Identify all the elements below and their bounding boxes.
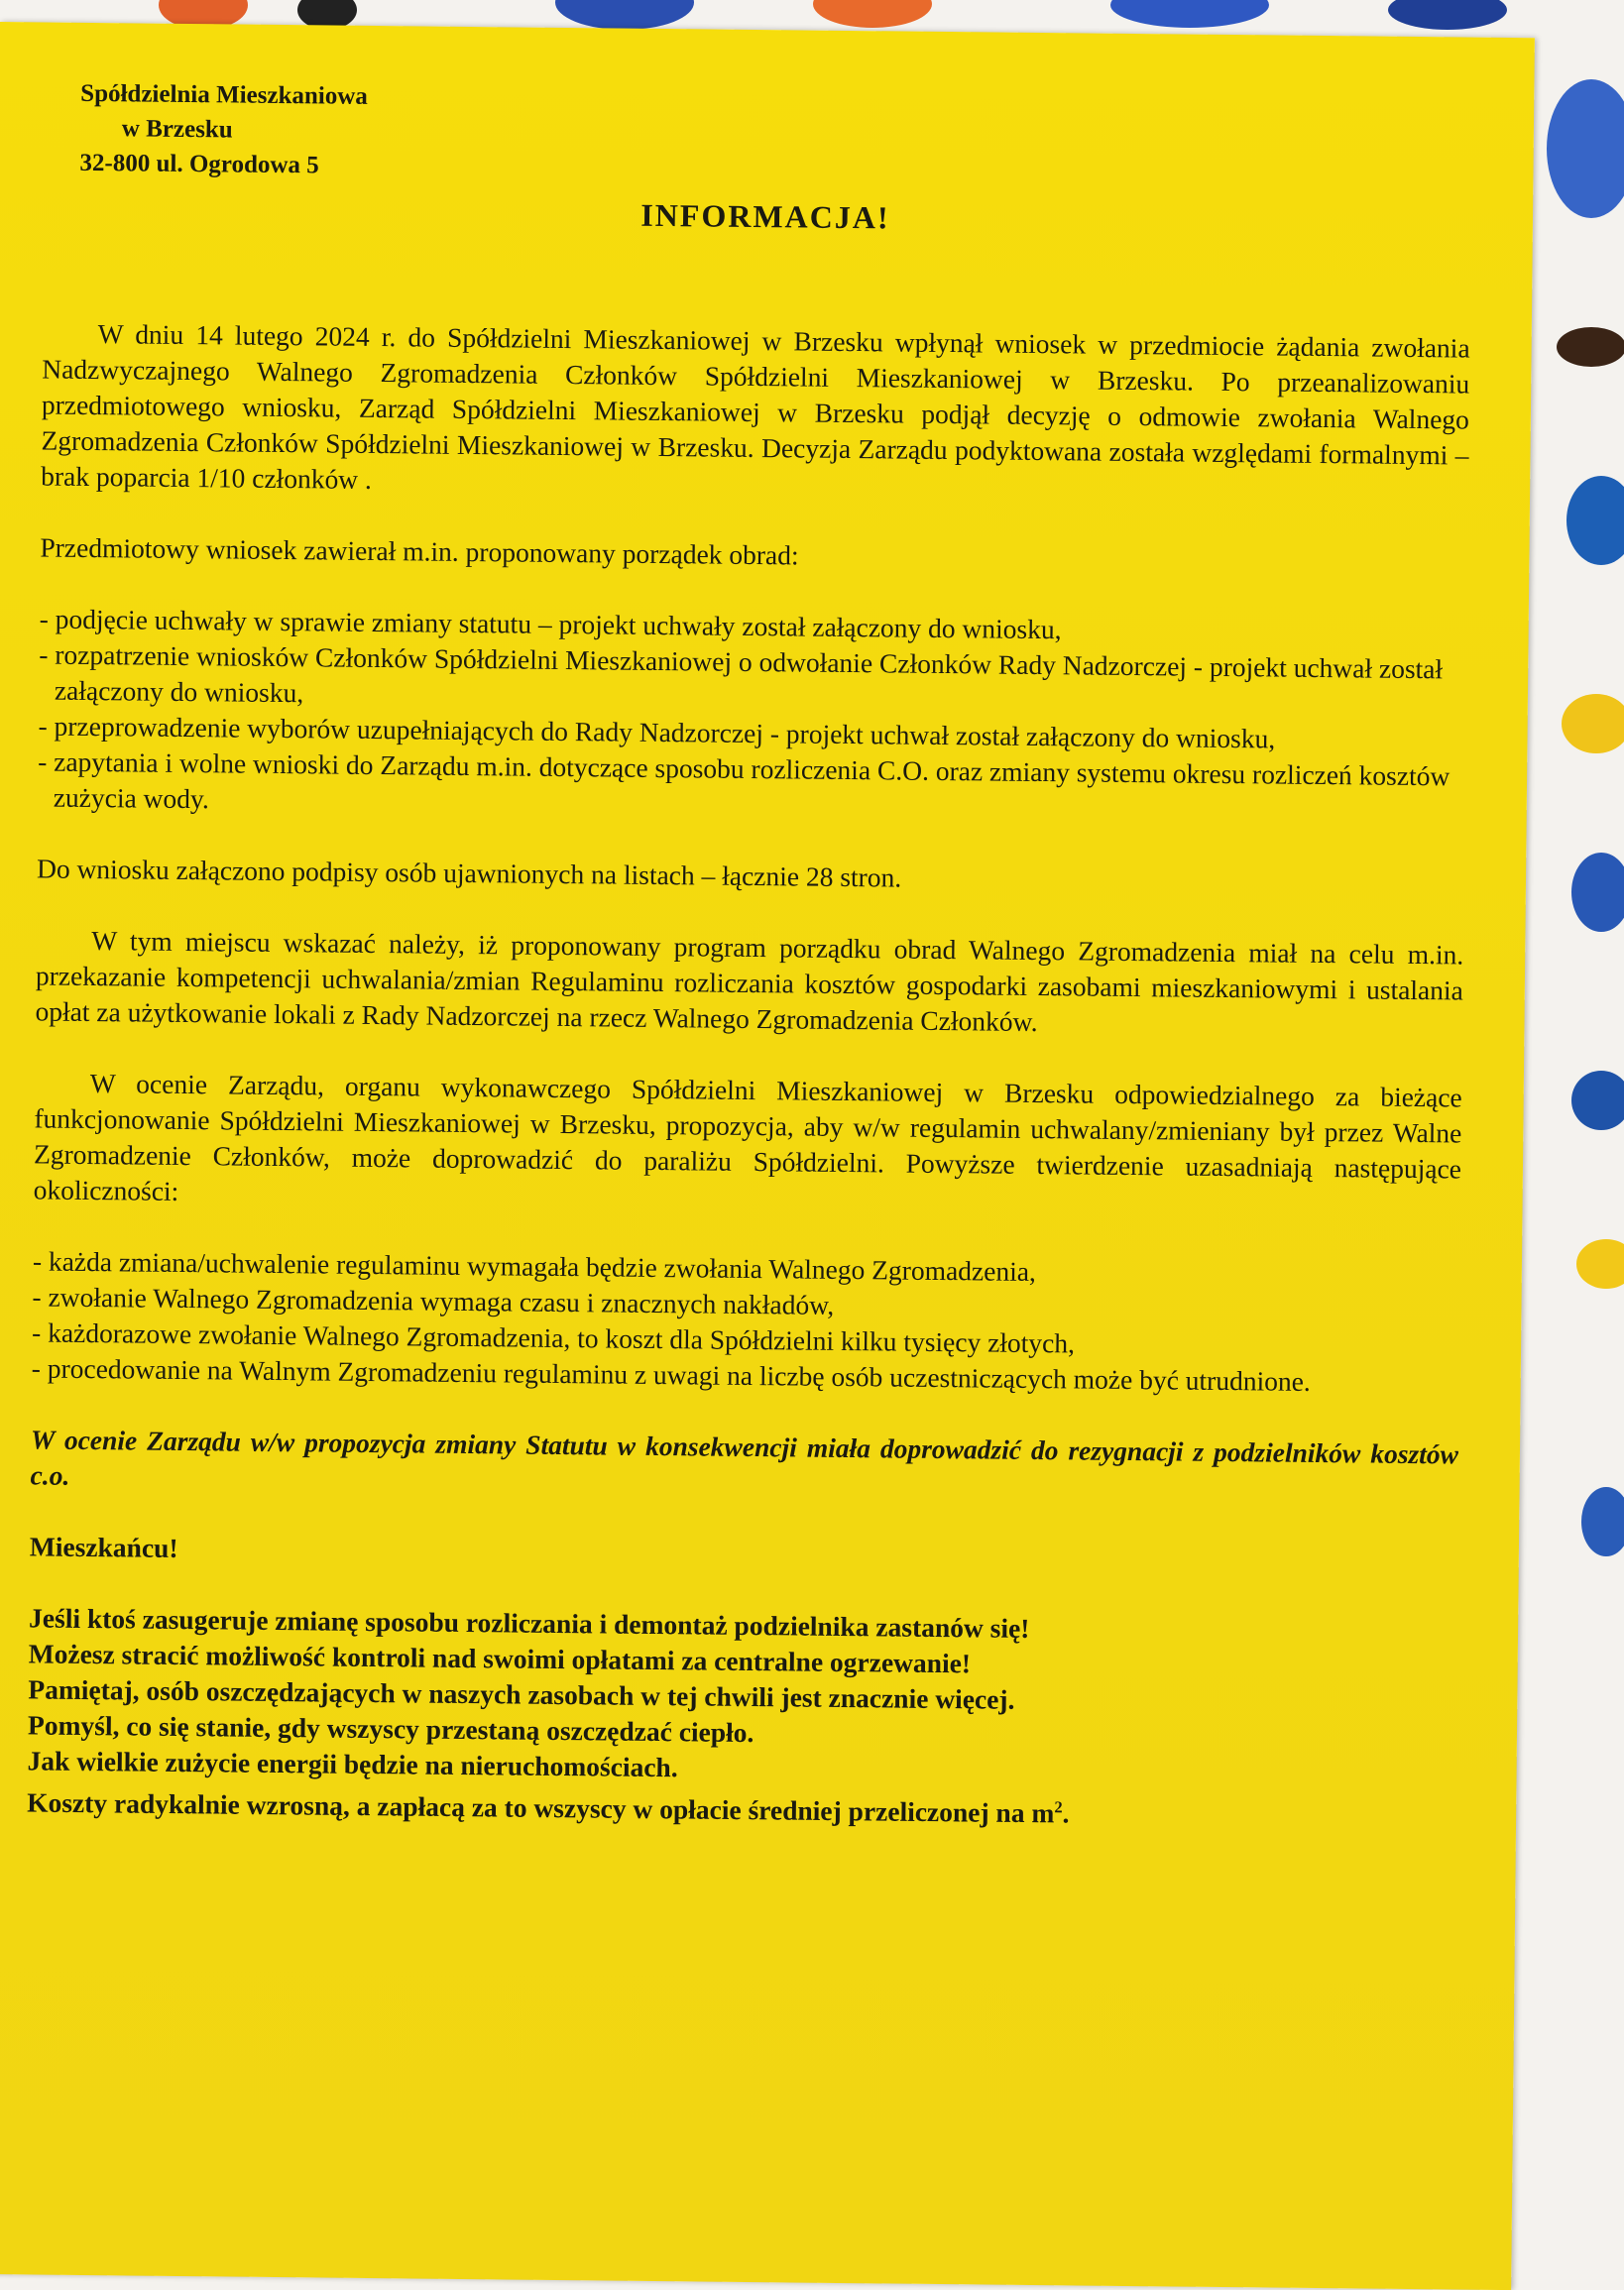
closing-line: Możesz stracić możliwość kontroli nad swoimi opłatami za centralne ogrzewanie!: [28, 1638, 972, 1679]
salutation: Mieszkańcu!: [29, 1531, 178, 1563]
square-superscript: 2: [1054, 1797, 1063, 1817]
closing-line: Jak wielkie zużycie energii będzie na nieruchomościach.: [27, 1745, 678, 1783]
list-item: - zapytania i wolne wnioski do Zarządu m.in. dotyczące sposobu rozliczenia C.O. oraz zmiany systemu okresu rozliczeń kosztów zużycia wody.: [38, 745, 1450, 815]
yellow-paper-sheet: [0, 22, 1535, 2290]
closing-appeal: [27, 1600, 1456, 1835]
closing-line: Pomyśl, co się stanie, gdy wszyscy przestaną oszczędzać ciepło.: [27, 1709, 754, 1749]
reasons-list: [32, 1243, 1460, 1401]
document: [0, 22, 1535, 1829]
paragraph-request: W dniu 14 lutego 2024 r. do Spółdzielni Mieszkaniowej w Brzesku wpłynął wniosek w przedmiocie żądania zwołania Nadzwyczajnego Walnego Zgromadzenia Członków Spółdzielni Mieszkaniowej w Brzesku. Po przeanalizowaniu przedmiotowego wniosku, Zarząd Spółdzielni Mieszkaniowej w Brzesku podjął decyzję o odmowie zwołania Walnego Zgromadzenia Członków Spółdzielni Mieszkaniowej w Brzesku. Decyzja Zarządu podyktowana została względami formalnymi – brak poparcia 1/10 członków .: [41, 318, 1470, 495]
sender-address: [79, 76, 368, 183]
signatures-note: Do wniosku załączono podpisy osób ujawnionych na listach – łącznie 28 stron.: [36, 853, 902, 893]
paragraph-program: W tym miejscu wskazać należy, iż proponowany program porządku obrad Walnego Zgromadzenia miał na celu m.in. przekazanie kompetencji uchwalania/zmian Regulaminu rozliczania kosztów gospodarki zasobami mieszkaniowymi i ustalania opłat za użytkowanie lokali z Rady Nadzorczej na rzecz Walnego Zgromadzenia Członków.: [35, 925, 1464, 1038]
list-item: - rozpatrzenie wniosków Członków Spółdzielni Mieszkaniowej o odwołanie Członków Rady Nadzorczej - projekt uchwał został załączony do wniosku,: [39, 638, 1444, 709]
final-line-text: Koszty radykalnie wzrosną, a zapłacą za to wszyscy w opłacie średniej przeliczonej na m: [27, 1786, 1055, 1829]
agenda-intro: Przedmiotowy wniosek zawierał m.in. proponowany porządek obrad:: [40, 531, 799, 571]
final-line-period: .: [1062, 1797, 1070, 1829]
agenda-list: [38, 601, 1467, 830]
list-item: - każda zmiana/uchwalenie regulaminu wymagała będzie zwołania Walnego Zgromadzenia,: [32, 1245, 1037, 1288]
list-item: - podjęcie uchwały w sprawie zmiany statutu – projekt uchwały został załączony do wniosku,: [39, 603, 1062, 645]
paragraph-assessment: W ocenie Zarządu, organu wykonawczego Spółdzielni Mieszkaniowej w Brzesku odpowiedzialnego za bieżące funkcjonowanie Spółdzielni Mieszkaniowej w Brzesku, propozycja, aby w/w regulamin uchwalany/zmieniany był przez Walne Zgromadzenie Członków, może doprowadzić do paraliżu Spółdzielni. Powyższe twierdzenie uzasadniają następujące okoliczności:: [33, 1068, 1462, 1206]
closing-line: Pamiętaj, osób oszczędzających w naszych zasobach w tej chwili jest znacznie więcej.: [28, 1673, 1015, 1715]
list-item: - procedowanie na Walnym Zgromadzeniu regulaminu z uwagi na liczbę osób uczestniczących może być utrudnione.: [31, 1352, 1311, 1397]
conclusion: W ocenie Zarządu w/w propozycja zmiany Statutu w konsekwencji miała doprowadzić do rezygnacji z podzielników kosztów c.o.: [30, 1424, 1459, 1491]
list-item: - każdorazowe zwołanie Walnego Zgromadzenia, to koszt dla Spółdzielni kilku tysięcy złotych,: [31, 1317, 1076, 1359]
sender-street: 32-800 ul. Ogrodowa 5: [79, 149, 319, 179]
sender-name: Spółdzielnia Mieszkaniowa: [80, 79, 368, 110]
list-item: - przeprowadzenie wyborów uzupełniających do Rady Nadzorczej - projekt uchwał został załączony do wniosku,: [38, 710, 1276, 754]
closing-line: Jeśli ktoś zasugeruje zmianę sposobu rozliczania i demontaż podzielnika zastanów się!: [28, 1602, 1030, 1644]
list-item: - zwołanie Walnego Zgromadzenia wymaga czasu i znacznych nakładów,: [32, 1281, 835, 1320]
sender-city: w Brzesku: [121, 115, 233, 144]
document-title: INFORMACJA!: [640, 196, 890, 236]
document-body: [27, 315, 1470, 1835]
